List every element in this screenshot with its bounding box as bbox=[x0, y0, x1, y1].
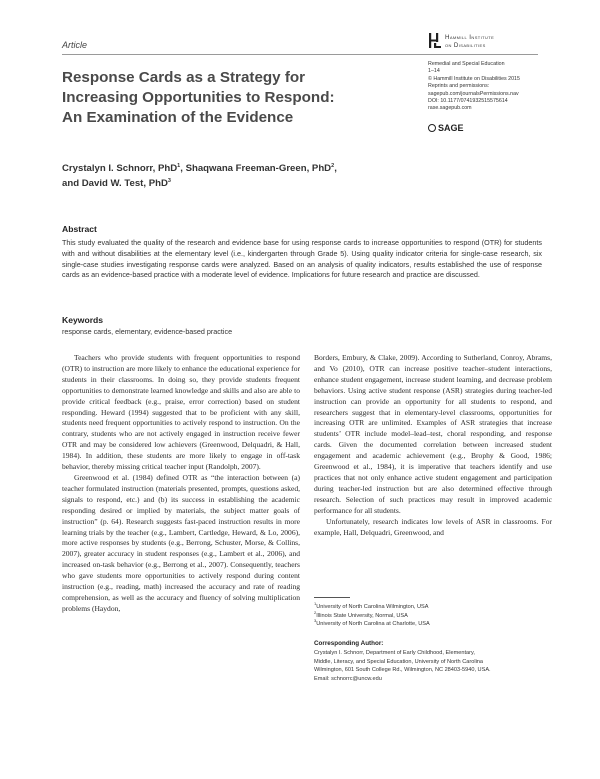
affiliation: Illinois State University, Normal, USA bbox=[316, 612, 408, 619]
sage-circle-icon bbox=[428, 124, 436, 132]
doi[interactable]: DOI: 10.1177/0741932515575614 bbox=[428, 98, 508, 105]
abstract-heading: Abstract bbox=[62, 224, 97, 234]
author-affiliation-mark: 2 bbox=[331, 162, 335, 169]
journal-url[interactable]: rase.sagepub.com bbox=[428, 105, 472, 112]
article-title bbox=[62, 68, 382, 128]
journal-name: Remedial and Special Education bbox=[428, 61, 505, 67]
sage-logo bbox=[428, 123, 464, 133]
publisher-name-line1: Hammill Institute bbox=[445, 34, 495, 41]
abstract-text: This study evaluated the quality of the research and evidence base for using response cards to increase opportunities to respond (OTR) for students with and without disabilities at the elementary level (i.e., kindergarten through Grade 5). Using quality indicator criteria for single-case research, six single-case studies investigating response cards were analyzed. Based on an analysis of quality indicators, results established the use of response cards as an evidence-based practice with a moderate level of evidence. Implications for future research and practice are discussed. bbox=[62, 238, 542, 280]
corresponding-author-details bbox=[314, 649, 491, 684]
article-type-label: Article bbox=[62, 40, 88, 50]
affiliation-mark: 2 bbox=[314, 609, 317, 615]
header-rule bbox=[62, 54, 538, 55]
affiliation: University of North Carolina Wilmington, USA bbox=[316, 604, 429, 610]
affiliations bbox=[314, 603, 430, 629]
hammill-logo-icon bbox=[428, 32, 442, 49]
author-name: and David W. Test, PhD bbox=[62, 178, 168, 189]
footnote-rule bbox=[314, 597, 350, 598]
title-line: An Examination of the Evidence bbox=[62, 109, 294, 126]
page-range: 1–14 bbox=[428, 68, 440, 75]
body-paragraph: Borders, Embury, & Clake, 2009). According to Sutherland, Conroy, Abrams, and Vo (2010), OTR can increase positive teacher–student interactions, enhance student engagement, increase student learning, and decrease problem behaviors. Using active student response (ASR) strategies during teacher-led instruction can provide an opportunity for all students to respond, and researchers suggest that in elementary-level classrooms, opportunities for increasing OTR are unlimited. Examples of ASR strategies that increase students’ OTR include model–lead–test, choral responding, and response cards. Given the documented correlation between increased student engagement and academic achievement (e.g., Brophy & Good, 1986; Greenwood et al., 1984), it is imperative that teachers identify and use practices that not only enhance active student engagement and participation during teacher-led instruction but are also determined effective through research. Selection of such practices may result in improved academic performance for all students. bbox=[314, 353, 552, 515]
affiliation: University of North Carolina at Charlotte, USA bbox=[316, 621, 430, 628]
corresponding-line: Crystalyn I. Schnorr, Department of Early Childhood, Elementary, bbox=[314, 650, 475, 656]
body-paragraph: Teachers who provide students with frequent opportunities to respond (OTR) to instruction are more likely to enhance the educational experience for students in their classrooms. In doing so, they provide students frequent opportunities to demonstrate learned knowledge and skills and also are able to provide critical feedback (e.g., praise, error correction) based on student responding. Heward (1994) suggested that to be proficient with any skill, students need frequent opportunities to actively respond to instruction. On the contrary, students who are not actively engaged in instruction receive fewer OTR and may be considered low achievers (Greenwood, Delquadri, & Hall, 1984). In addition, these students are more likely to engage in off-task behavior, thereby missing critical teacher input (Randolph, 2007). bbox=[62, 353, 300, 472]
copyright: © Hammill Institute on Disabilities 2015 bbox=[428, 75, 520, 82]
affiliation-mark: 3 bbox=[314, 618, 317, 624]
corresponding-line: Wilmington, 601 South College Rd., Wilmington, NC 28403-5940, USA. bbox=[314, 667, 491, 674]
journal-meta bbox=[428, 61, 520, 113]
keywords-heading: Keywords bbox=[62, 315, 104, 325]
keywords-text: response cards, elementary, evidence-based practice bbox=[62, 327, 233, 336]
corresponding-author-heading: Corresponding Author: bbox=[314, 640, 384, 647]
corresponding-email[interactable]: Email: schnorrc@uncw.edu bbox=[314, 676, 382, 683]
affiliation-mark: 1 bbox=[314, 601, 317, 607]
author-list bbox=[62, 161, 462, 191]
reprints-label: Reprints and permissions: bbox=[428, 83, 490, 90]
body-column-right bbox=[314, 353, 552, 538]
author-separator: , bbox=[334, 163, 337, 174]
permissions-link[interactable]: sagepub.com/journalsPermissions.nav bbox=[428, 90, 519, 97]
title-line: Response Cards as a Strategy for bbox=[62, 69, 306, 86]
corresponding-line: Middle, Literacy, and Special Education, University of North Carolina bbox=[314, 658, 484, 665]
author-affiliation-mark: 3 bbox=[167, 177, 171, 184]
title-line: Increasing Opportunities to Respond: bbox=[62, 89, 335, 106]
sage-logo-text: SAGE bbox=[438, 123, 464, 133]
author-affiliation-mark: 1 bbox=[177, 162, 181, 169]
publisher-name-line2: on Disabilities bbox=[445, 41, 486, 49]
body-paragraph: Unfortunately, research indicates low levels of ASR in classrooms. For example, Hall, Delquadri, Greenwood, and bbox=[314, 516, 552, 537]
body-column-left bbox=[62, 353, 300, 615]
author-name: Crystalyn I. Schnorr, PhD bbox=[62, 163, 178, 174]
body-paragraph: Greenwood et al. (1984) defined OTR as “the interaction between (a) teacher formulated instruction (materials presented, prompts, questions asked, signals to respond, etc.) and (b) its success in establishing the academic responding desired or implied by materials, the subject matter goals of instruction” (p. 64). Research suggests fast-paced instruction results in more learning trials by the teacher (e.g., Lambert, Cartledge, Heward, & Lo, 2006), more active responses by students (e.g., Berrong, Schuster, Morse, & Collins, 2007), greater accuracy in student responses (e.g., Lambert et al., 2006), and increased on-task behavior (e.g., Berrong et al., 2007). Consequently, teachers who gave students more opportunities to actively respond during content instruction (e.g., reading, math) increased the accuracy and rate of reading comprehension, as well as the accuracy and fluency of solving multiplication problems (Haydon, bbox=[62, 472, 300, 613]
author-name: , Shaqwana Freeman-Green, PhD bbox=[180, 163, 332, 174]
